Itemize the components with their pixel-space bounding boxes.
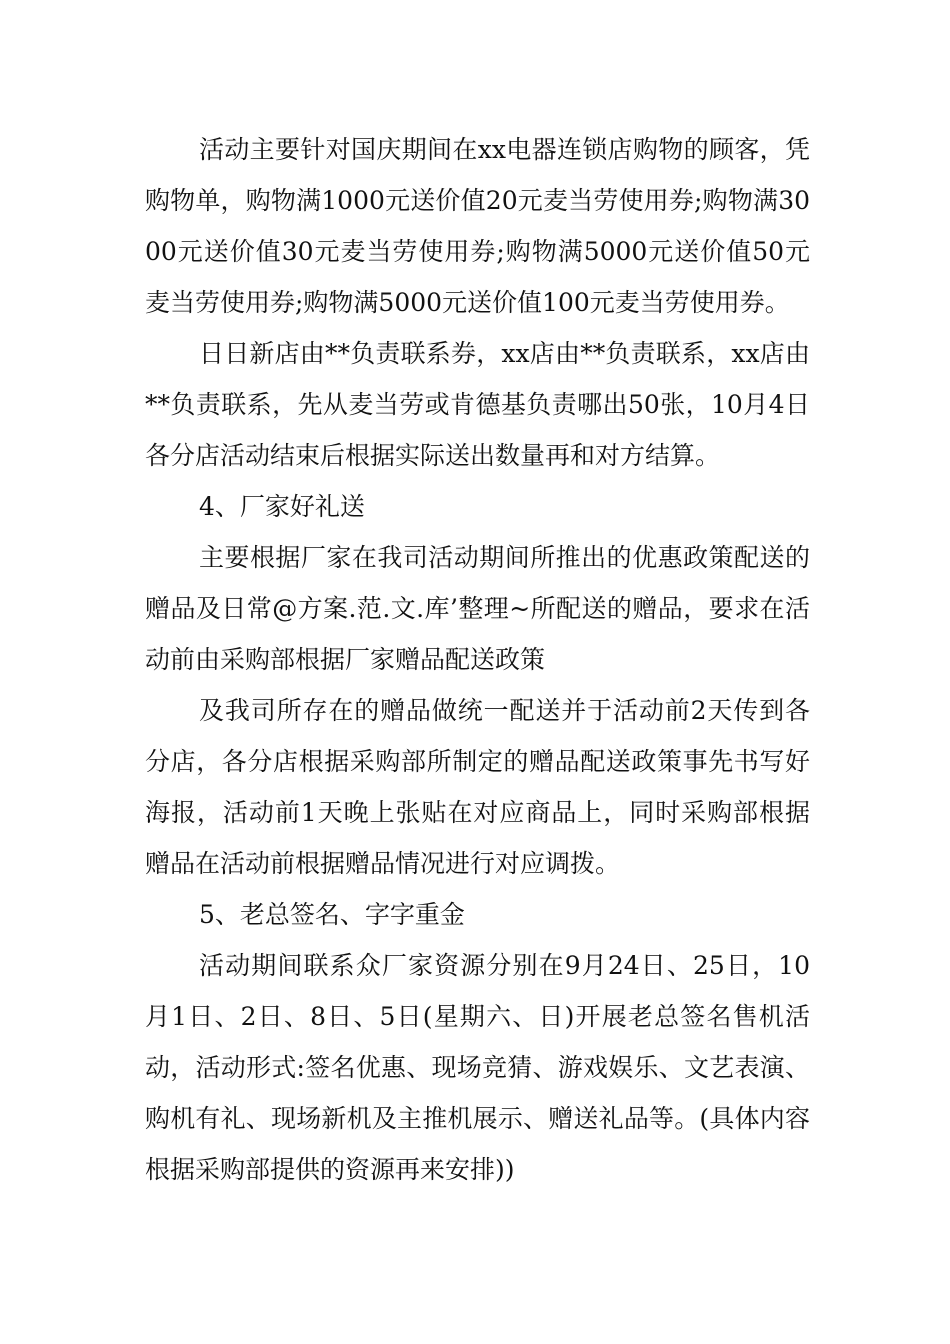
document-body	[145, 124, 810, 1195]
section-heading-ceo-signing: 5、老总签名、字字重金	[199, 900, 465, 929]
paragraph-store-contacts: 日日新店由**负责联系券，xx店由**负责联系，xx店由**负责联系，先从麦当劳或肯德基负责哪出50张，10月4日各分店活动结束后根据实际送出数量再和对方结算。	[145, 339, 810, 470]
paragraph-mcdonalds-coupon: 活动主要针对国庆期间在xx电器连锁店购物的顾客，凭购物单，购物满1000元送价值20元麦当劳使用券;购物满3000元送价值30元麦当劳使用券;购物满5000元送价值50元麦当劳使用券;购物满5000元送价值100元麦当劳使用券。	[145, 135, 810, 317]
section-heading-manufacturer-gifts: 4、厂家好礼送	[199, 492, 365, 521]
paragraph-gift-distribution: 及我司所存在的赠品做统一配送并于活动前2天传到各分店，各分店根据采购部所制定的赠品配送政策事先书写好海报，活动前1天晚上张贴在对应商品上，同时采购部根据赠品在活动前根据赠品情况进行对应调拨。	[145, 696, 810, 878]
paragraph-signing-event: 活动期间联系众厂家资源分别在9月24日、25日，10月1日、2日、8日、5日(星期六、日)开展老总签名售机活动，活动形式:签名优惠、现场竞猜、游戏娱乐、文艺表演、购机有礼、现场新机及主推机展示、赠送礼品等。(具体内容根据采购部提供的资源再来安排))	[145, 951, 810, 1184]
paragraph-gift-policy: 主要根据厂家在我司活动期间所推出的优惠政策配送的赠品及日常@方案.范.文.库’整理~所配送的赠品，要求在活动前由采购部根据厂家赠品配送政策	[145, 543, 810, 674]
